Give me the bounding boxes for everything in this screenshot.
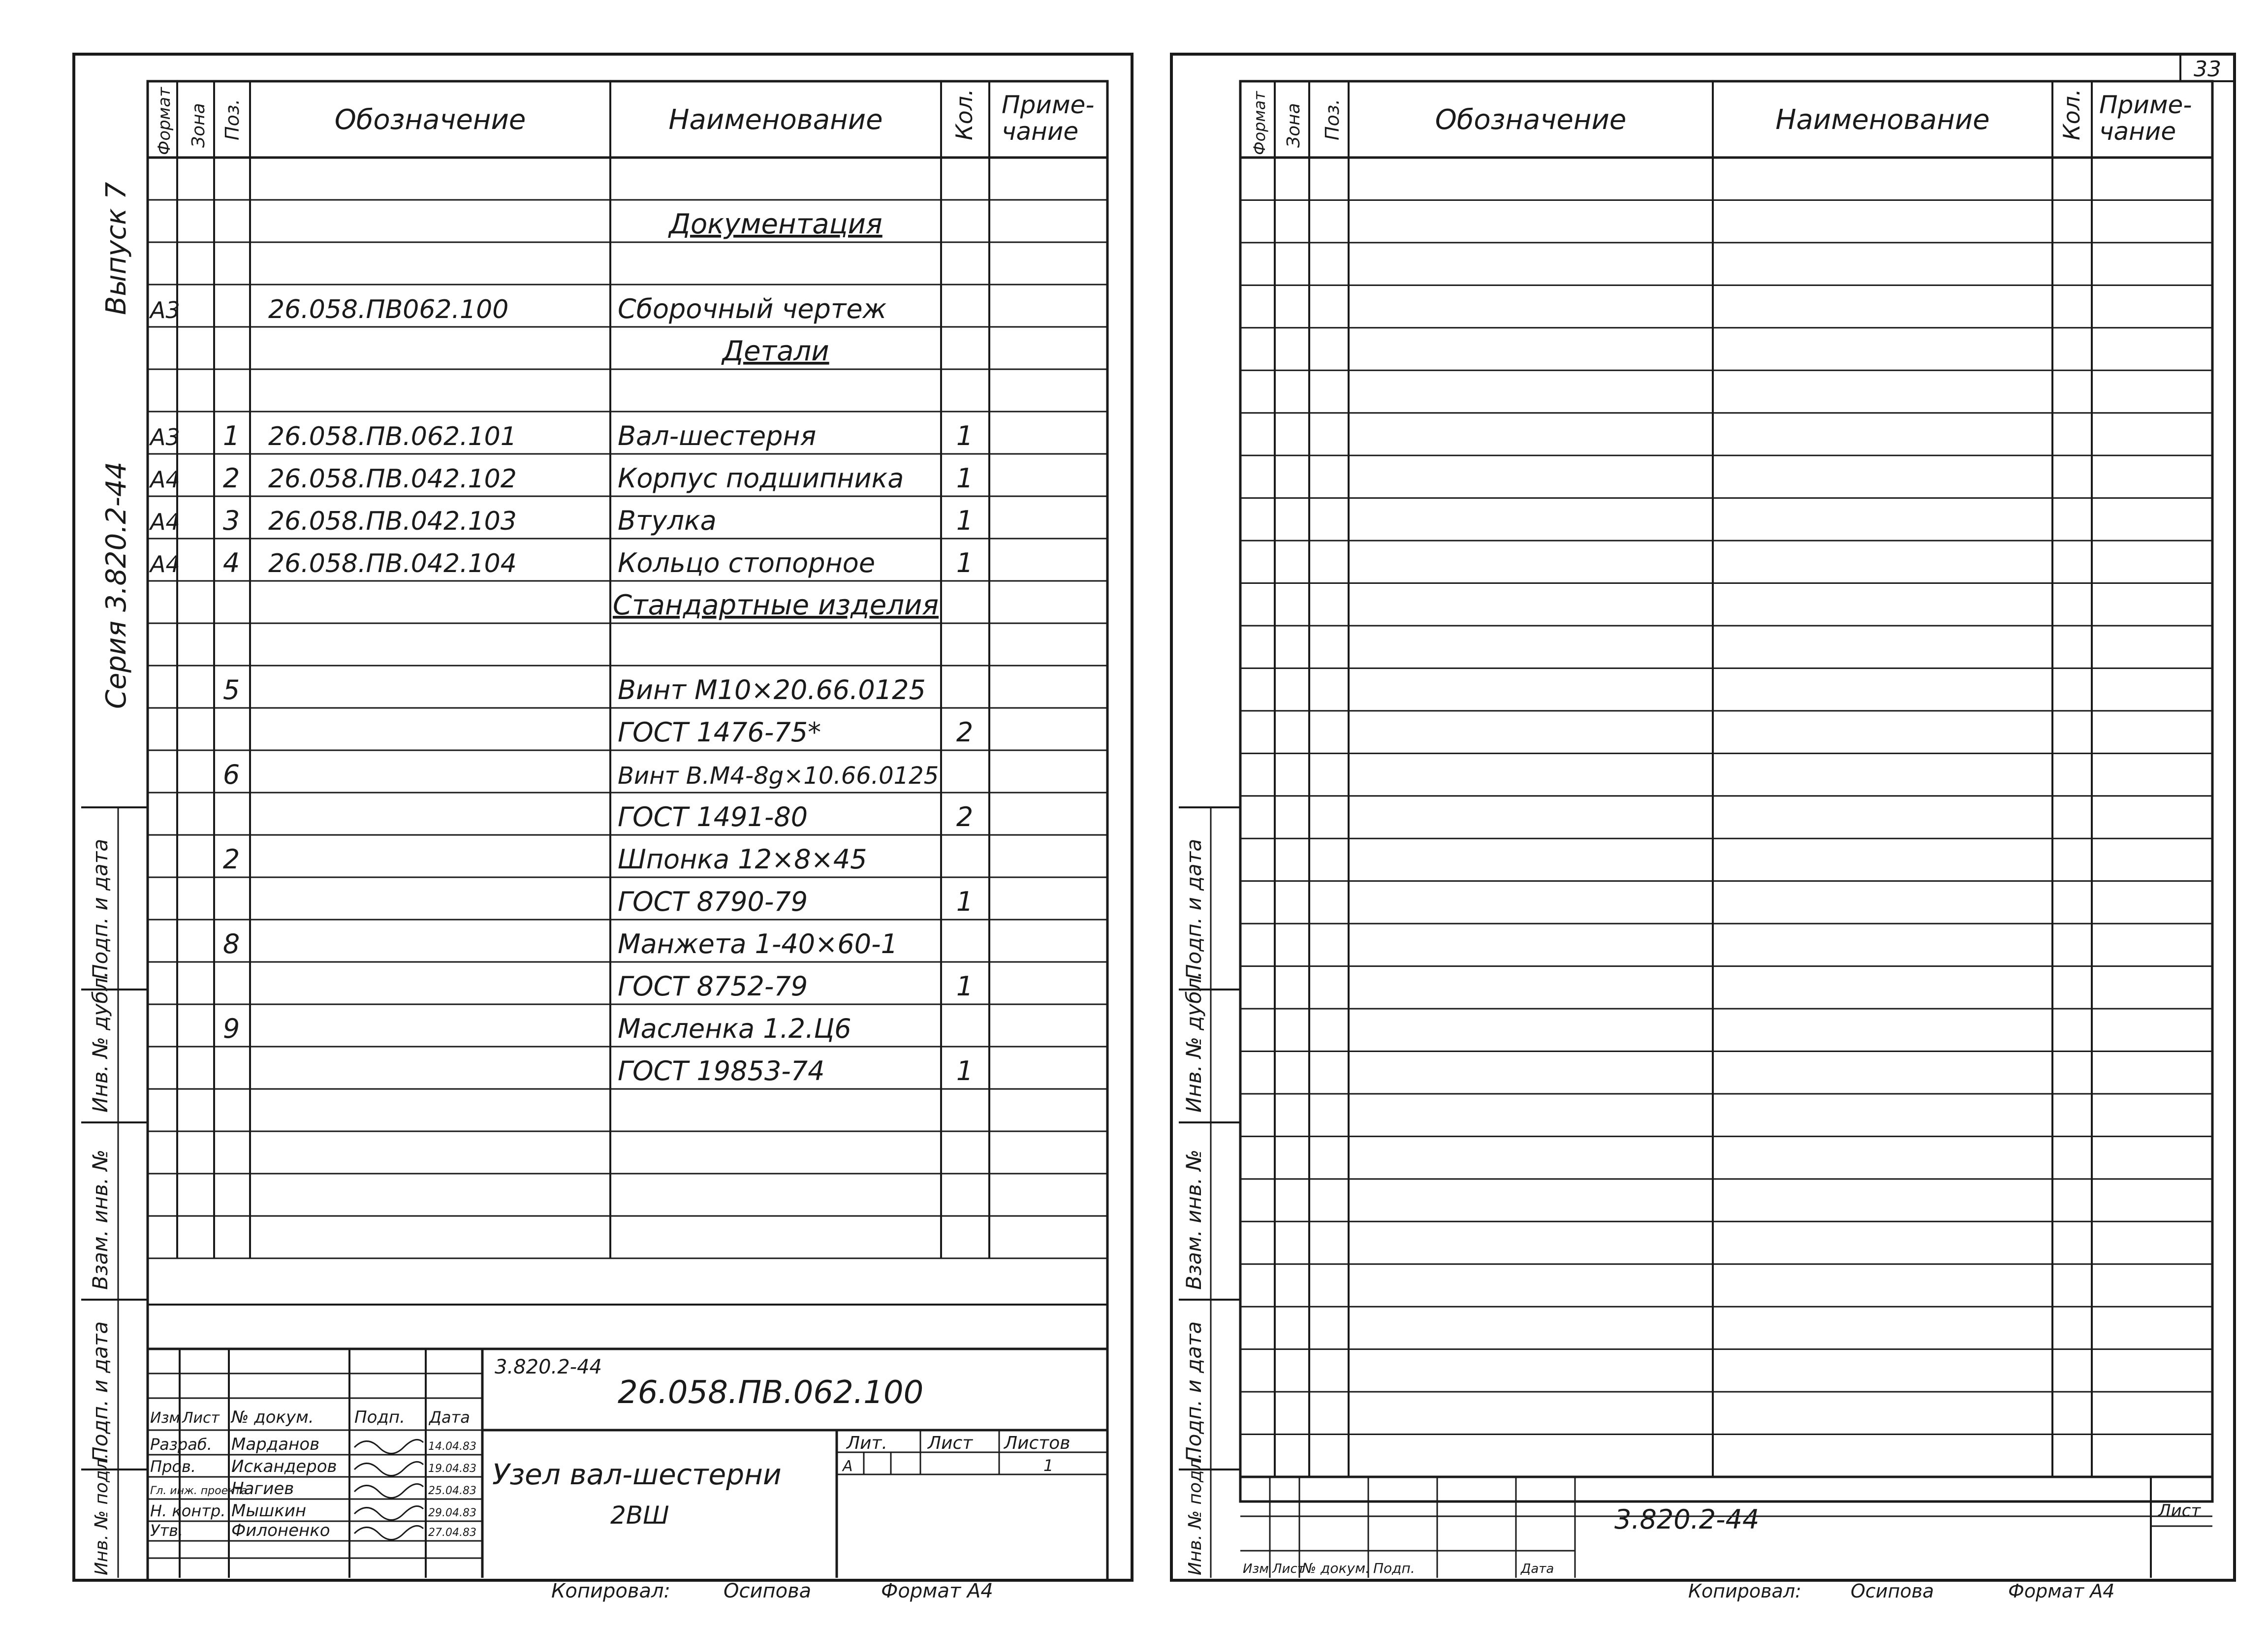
row-kol: 1 [956,420,974,451]
title-lit-value: А [843,1458,853,1475]
title-date: 19.04.83 [428,1463,476,1475]
r-header-zona: Зона [1284,103,1304,148]
header-oboznachenie: Обозначение [334,104,526,136]
row-naimenovanie: Шпонка 12×8×45 [618,844,867,875]
row-format: А3 [150,424,180,450]
margin-vzam-inv: Взам. инв. № [88,1149,112,1290]
row-oboznachenie: 26.058.ПВ.062.101 [268,422,517,451]
row-poz: 1 [222,420,240,451]
r-col-ndokum: № докум. [1302,1560,1370,1576]
row-kol: 1 [956,547,974,578]
footer-kopiroval: Копировал: [551,1580,671,1602]
row-naimenovanie: Сборочный чертеж [618,293,887,324]
row-naimenovanie: Вал-шестерня [618,420,817,451]
header-primechanie: чание [1002,117,1079,146]
title-listov: Листов [1004,1433,1071,1453]
row-section-title: Документация [669,208,882,240]
title-col-ndokum: № докум. [231,1407,314,1427]
header-format: Формат [155,87,174,155]
title-person: Нагиев [231,1479,294,1499]
row-poz: 2 [222,844,240,875]
title-date: 25.04.83 [428,1485,476,1497]
page-number: 33 [2194,57,2221,82]
row-format: А4 [150,551,180,577]
r-margin-podp-data-2: Подп. и дата [1182,1321,1206,1462]
r-footer-kopiroval-name: Осипова [1851,1580,1934,1602]
margin-vypusk: Выпуск 7 [100,182,132,315]
title-date: 29.04.83 [428,1507,476,1519]
row-naimenovanie: ГОСТ 1476-75* [618,717,821,748]
row-naimenovanie: Масленка 1.2.Ц6 [618,1013,851,1044]
title-person: Марданов [231,1435,320,1454]
row-format: А4 [150,509,180,535]
title-role: Гл. инж. проекта [150,1485,248,1497]
r-col-list: Лист [1272,1562,1305,1576]
title-listov-value: 1 [1043,1456,1054,1475]
row-naimenovanie: Втулка [618,505,717,536]
title-col-list: Лист [182,1409,220,1427]
row-poz: 5 [222,674,240,705]
row-naimenovanie: ГОСТ 1491-80 [618,801,808,832]
row-poz: 3 [222,505,240,536]
title-lit: Лит. [847,1433,887,1453]
r-margin-vzam-inv: Взам. инв. № [1182,1149,1206,1290]
r-col-data: Дата [1521,1562,1554,1576]
title-date: 14.04.83 [428,1440,476,1453]
row-poz: 2 [222,463,240,494]
r-col-izm: Изм [1243,1562,1269,1576]
signature-mark [354,1439,423,1453]
header-naimenovanie: Наименование [668,104,883,136]
right-sheet-frame [1171,54,2235,1580]
r-header-oboznachenie: Обозначение [1435,104,1627,136]
title-list: Лист [928,1433,973,1453]
r-footer-format: Формат А4 [2008,1580,2115,1602]
grid-lines [74,54,2235,1580]
row-naimenovanie: Винт М10×20.66.0125 [618,674,926,705]
row-naimenovanie: ГОСТ 8790-79 [618,886,808,917]
footer-format: Формат А4 [881,1580,993,1602]
signature-mark [354,1506,423,1520]
row-kol: 2 [956,717,974,748]
title-person: Искандеров [231,1457,337,1476]
title-col-data: Дата [429,1408,470,1427]
row-kol: 1 [956,1055,974,1086]
r-margin-inv-dubl: Инв. № дубл. [1182,971,1206,1113]
row-poz: 9 [222,1013,240,1044]
row-naimenovanie: Кольцо стопорное [618,547,876,578]
row-naimenovanie: Винт В.М4-8g×10.66.0125 [618,762,939,790]
title-role: Утв. [150,1521,184,1540]
row-naimenovanie: ГОСТ 19853-74 [618,1055,825,1086]
row-naimenovanie: Корпус подшипника [618,463,904,494]
title-person: Мышкин [231,1501,307,1521]
row-kol: 1 [956,463,974,494]
row-oboznachenie: 26.058.ПВ.042.103 [268,507,517,536]
r-header-poz: Поз. [1322,98,1343,140]
row-naimenovanie: ГОСТ 8752-79 [618,971,808,1002]
margin-podp-data-2: Подп. и дата [88,1321,112,1462]
r-header-format: Формат [1250,91,1269,155]
row-poz: 8 [222,928,240,959]
row-oboznachenie: 26.058.ПВ062.100 [268,295,509,324]
sheet-text [88,57,2221,1602]
left-sheet-frame [74,54,1132,1580]
row-format: А4 [150,466,180,493]
margin-inv-podl: Инв. № подл. [92,1453,112,1575]
right-inner-frame [1240,81,2212,1501]
r-margin-inv-podl: Инв. № подл. [1185,1453,1205,1575]
signature-mark [354,1462,423,1475]
right-list-label: Лист [2158,1501,2201,1521]
header-primechanie: Приме- [1002,91,1095,119]
margin-inv-dubl: Инв. № дубл. [88,971,112,1113]
r-col-podp: Подп. [1373,1560,1415,1576]
r-header-naimenovanie: Наименование [1775,104,1990,136]
title-role: Пров. [150,1457,196,1476]
row-format: А3 [150,297,180,323]
title-person: Филоненко [231,1521,330,1540]
r-footer-kopiroval: Копировал: [1688,1580,1801,1602]
row-oboznachenie: 26.058.ПВ.042.104 [268,549,517,578]
row-kol: 1 [956,886,974,917]
signature-mark [354,1484,423,1498]
r-header-primechanie: чание [2099,117,2176,146]
margin-podp-data-1: Подп. и дата [88,838,112,980]
header-zona: Зона [189,103,209,148]
row-kol: 1 [956,505,974,536]
r-margin-podp-data-1: Подп. и дата [1182,838,1206,980]
row-section-title: Стандартные изделия [612,589,939,621]
title-doc-number: 26.058.ПВ.062.100 [618,1374,924,1411]
title-name-line2: 2ВШ [610,1501,669,1530]
right-series: 3.820.2-44 [1614,1504,1760,1535]
row-kol: 2 [956,801,974,832]
row-section-title: Детали [722,335,829,367]
row-kol: 1 [956,971,974,1002]
title-role: Разраб. [150,1435,212,1454]
title-role: Н. контр. [150,1501,226,1520]
r-header-primechanie: Приме- [2099,91,2192,119]
margin-seriya: Серия 3.820.2-44 [100,461,132,709]
row-poz: 6 [222,759,240,790]
title-series-small: 3.820.2-44 [495,1356,602,1378]
title-col-izm: Изм [150,1409,181,1427]
row-poz: 4 [222,547,240,578]
r-header-kol: Кол. [2058,89,2085,140]
signature-mark [354,1526,423,1539]
header-kol: Кол. [951,89,977,140]
header-poz: Поз. [221,98,243,140]
row-naimenovanie: Манжета 1-40×60-1 [618,928,898,959]
title-col-podp: Подп. [354,1407,405,1427]
footer-kopiroval-name: Осипова [724,1580,812,1602]
title-date: 27.04.83 [428,1527,476,1539]
row-oboznachenie: 26.058.ПВ.042.102 [268,464,517,494]
title-name-line1: Узел вал-шестерни [492,1458,782,1491]
